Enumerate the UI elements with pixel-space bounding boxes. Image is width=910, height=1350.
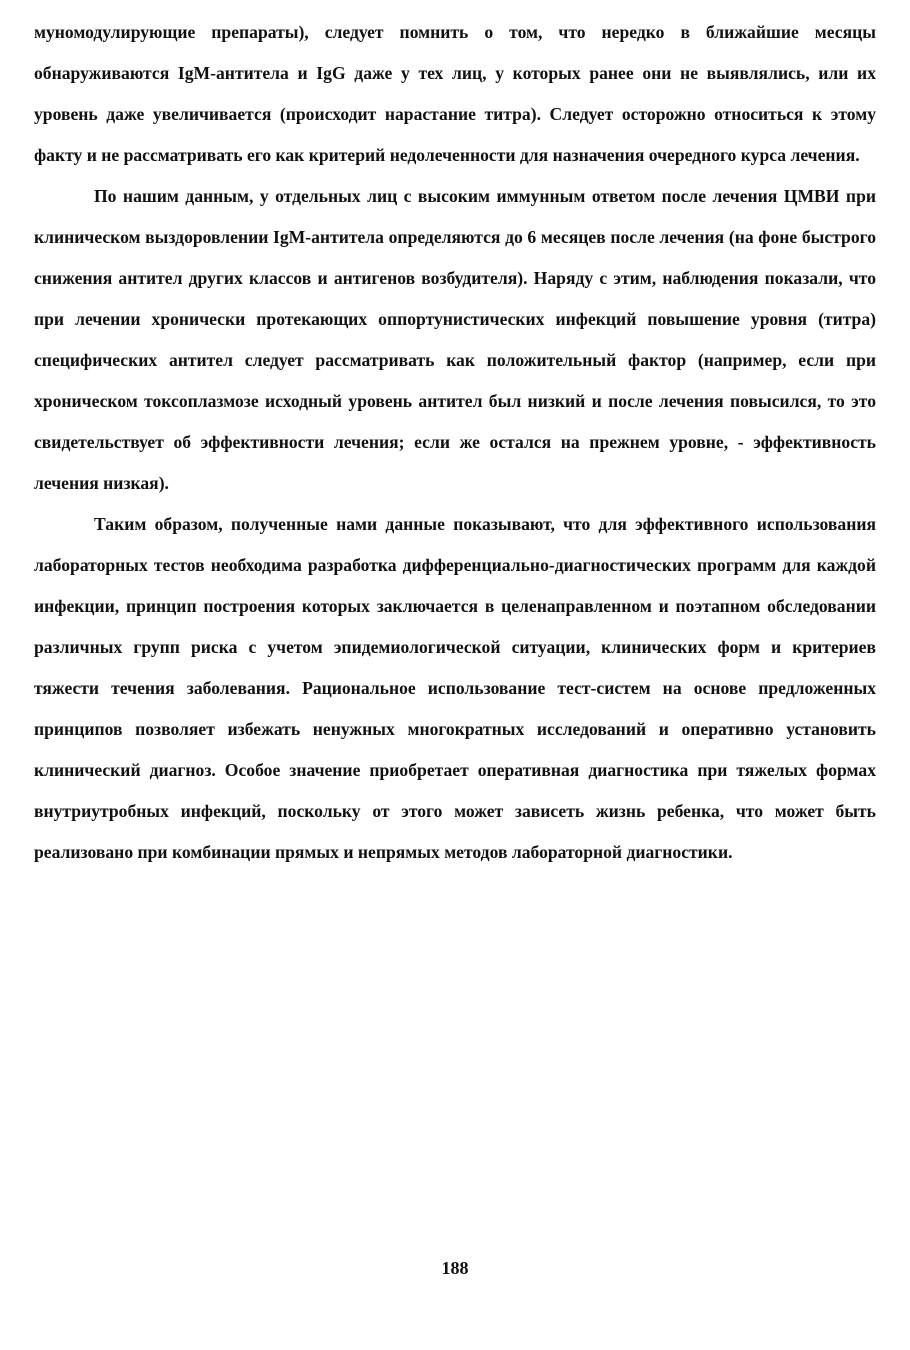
page-number: 188 bbox=[441, 1258, 469, 1278]
paragraph-2: По нашим данным, у отдельных лиц с высоким иммунным ответом после лечения ЦМВИ при клиническом выздоровлении IgM-антитела определяются до 6 месяцев после лечения (на фоне быстрого снижения антител других классов и антигенов возбудителя). Наряду с этим, наблюдения показали, что при лечении хронически протекающих оппортунистических инфекций повышение уровня (титра) специфических антител следует рассматривать как положительный фактор (например, если при хроническом токсоплазмозе исходный уровень антител был низкий и после лечения повысился, то это свидетельствует об эффективности лечения; если же остался на прежнем уровне, - эффективность лечения низкая). bbox=[34, 186, 876, 493]
body-text bbox=[34, 12, 876, 873]
paragraph-3: Таким образом, полученные нами данные показывают, что для эффективного использования лабораторных тестов необходима разработка дифференциально-диагностических программ для каждой инфекции, принцип построения которых заключается в целенаправленном и поэтапном обследовании различных групп риска с учетом эпидемиологической ситуации, клинических форм и критериев тяжести течения заболевания. Рациональное использование тест-систем на основе предложенных принципов позволяет избежать ненужных многократных исследований и оперативно установить клинический диагноз. Особое значение приобретает оперативная диагностика при тяжелых формах внутриутробных инфекций, поскольку от этого может зависеть жизнь ребенка, что может быть реализовано при комбинации прямых и непрямых методов лабораторной диагностики. bbox=[34, 514, 876, 862]
paragraph-1: муномодулирующие препараты), следует помнить о том, что нередко в ближайшие месяцы обнаруживаются IgM-антитела и IgG даже у тех лиц, у которых ранее они не выявлялись, или их уровень даже увеличивается (происходит нарастание титра). Следует осторожно относиться к этому факту и не рассматривать его как критерий недолеченности для назначения очередного курса лечения. bbox=[34, 22, 876, 165]
